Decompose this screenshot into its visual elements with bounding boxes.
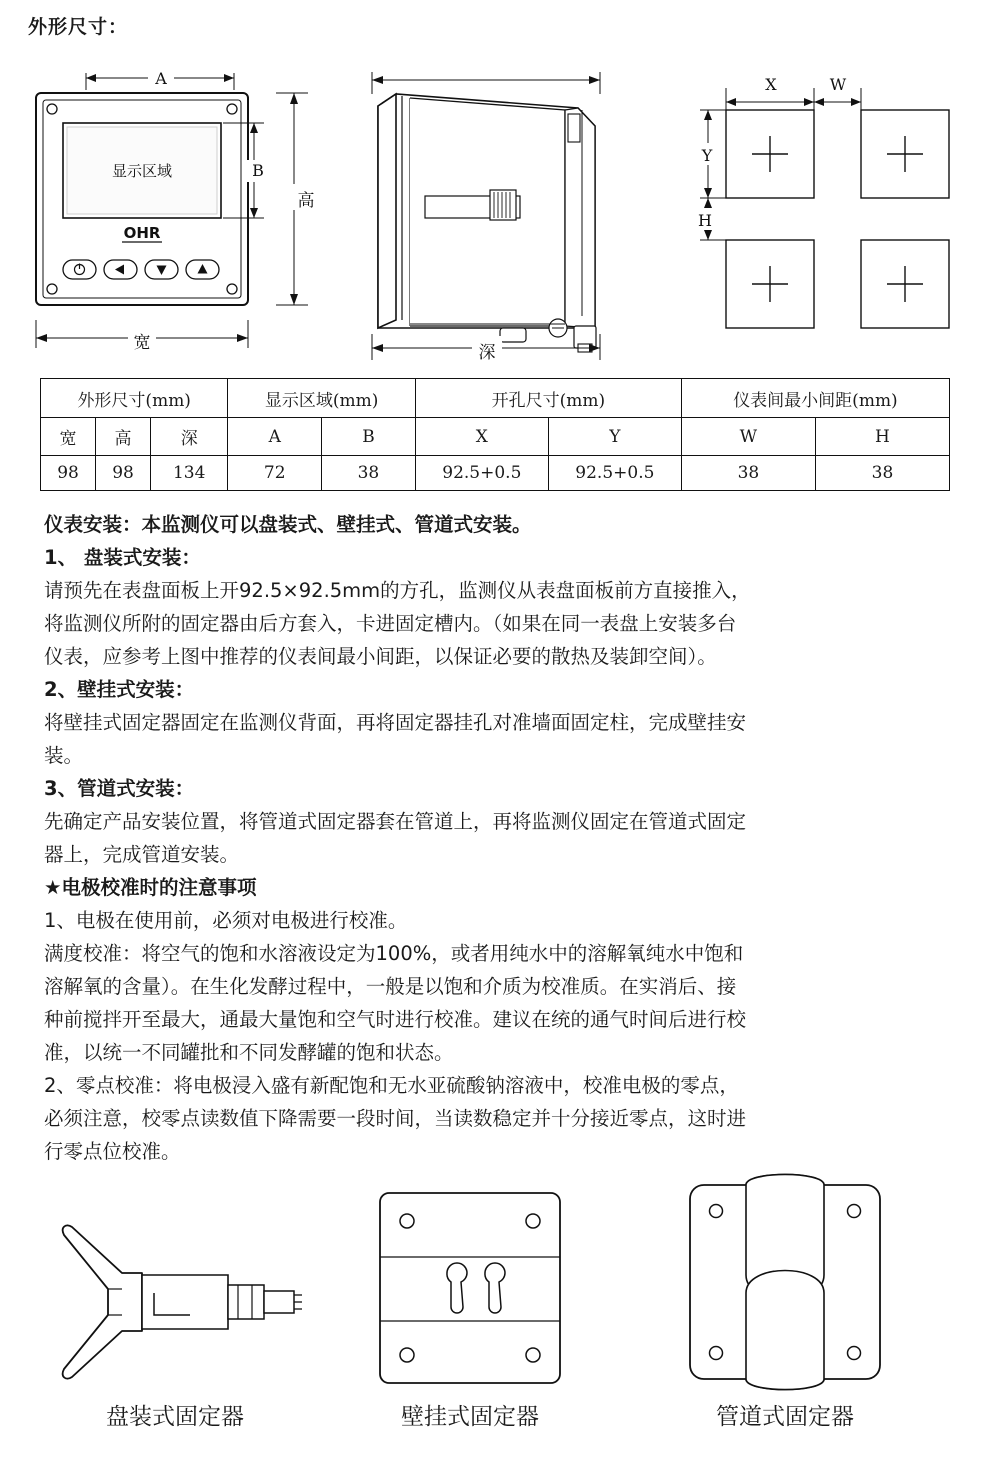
table-value-cell: 72 [228, 456, 322, 491]
text-line: 将壁挂式固定器固定在监测仪背面，再将固定器挂孔对准墙面固定柱，完成壁挂安 [44, 711, 747, 734]
text-line: 1、电极在使用前，必须对电极进行校准。 [44, 909, 408, 932]
table-header-cutout: 开孔尺寸(mm) [415, 379, 681, 418]
instruction-text [44, 508, 954, 1168]
table-value-cell: 38 [681, 456, 815, 491]
svg-text:W: W [829, 75, 847, 94]
dimension-drawings [0, 48, 990, 368]
text-line: 2、壁挂式安装： [44, 678, 195, 701]
table-subheader-cell: 宽 [41, 418, 96, 456]
text-line: 请预先在表盘面板上开92.5×92.5mm的方孔，监测仪从表盘面板前方直接推入， [44, 579, 751, 602]
table-value-cell: 38 [815, 456, 949, 491]
panel-mount-bracket [30, 1165, 310, 1415]
table-value-cell: 38 [322, 456, 416, 491]
text-line: 必须注意，校零点读数值下降需要一段时间，当读数稳定并十分接近零点，这时进 [44, 1107, 747, 1130]
wall-mount-bracket [355, 1175, 585, 1405]
table-value-cell: 134 [151, 456, 228, 491]
table-subheader-cell: Y [548, 418, 681, 456]
text-line: 仪表，应参考上图中推荐的仪表间最小间距，以保证必要的散热及装卸空间）。 [44, 645, 717, 668]
svg-text:X: X [765, 75, 777, 94]
table-header-display-area: 显示区域(mm) [228, 379, 415, 418]
text-line: 溶解氧的含量）。在生化发酵过程中，一般是以饱和介质为校准质。在实消后、接 [44, 975, 737, 998]
table-subheader-cell: B [322, 418, 416, 456]
text-line: 2、零点校准：将电极浸入盛有新配饱和无水亚硫酸钠溶液中，校准电极的零点， [44, 1074, 739, 1097]
table-value-cell: 98 [41, 456, 96, 491]
side-view-drawing [350, 48, 650, 368]
table-value-cell: 92.5+0.5 [548, 456, 681, 491]
figure-caption-wall: 壁挂式固定器 [401, 1404, 539, 1430]
svg-text:高: 高 [297, 191, 315, 211]
table-row-values [41, 456, 950, 491]
front-view-drawing [18, 48, 338, 368]
text-line: 3、管道式安装： [44, 777, 195, 800]
text-line: 装。 [44, 744, 84, 767]
svg-text:Y: Y [701, 146, 713, 165]
dimension-table [40, 378, 950, 491]
figure-caption-pipe: 管道式固定器 [716, 1404, 854, 1430]
svg-text:OHR: OHR [123, 224, 161, 242]
text-line: 准，以统一不同罐批和不同发酵罐的饱和状态。 [44, 1041, 454, 1064]
text-line: 1、 盘装式安装： [44, 546, 201, 569]
svg-text:宽: 宽 [133, 333, 151, 353]
pipe-mount-bracket [660, 1167, 910, 1397]
page-title: 外形尺寸： [28, 16, 129, 38]
svg-text:H: H [698, 211, 712, 230]
text-line: 满度校准：将空气的饱和水溶液设定为100%，或者用纯水中的溶解氧纯水中饱和 [44, 942, 744, 965]
table-subheader-cell: 深 [151, 418, 228, 456]
text-line: 器上，完成管道安装。 [44, 843, 240, 866]
text-line: 将监测仪所附的固定器由后方套入，卡进固定槽内。（如果在同一表盘上安装多台 [44, 612, 737, 635]
table-subheader-cell: X [415, 418, 548, 456]
hole-pattern-drawing [686, 48, 976, 368]
text-line: 仪表安装：本监测仪可以盘装式、壁挂式、管道式安装。 [44, 513, 532, 536]
text-line: 种前搅拌开至最大，通最大量饱和空气时进行校准。建议在统的通气时间后进行校 [44, 1008, 747, 1031]
svg-text:深: 深 [478, 343, 496, 363]
svg-text:A: A [155, 69, 167, 88]
table-subheader-cell: 高 [96, 418, 151, 456]
table-subheader-cell: H [815, 418, 949, 456]
table-header-outer-dim: 外形尺寸(mm) [41, 379, 228, 418]
text-line: 先确定产品安装位置，将管道式固定器套在管道上，再将监测仪固定在管道式固定 [44, 810, 747, 833]
svg-text:显示区域: 显示区域 [111, 162, 173, 180]
table-subheader-cell: W [681, 418, 815, 456]
text-line: 行零点位校准。 [44, 1140, 181, 1163]
table-value-cell: 92.5+0.5 [415, 456, 548, 491]
svg-text:B: B [252, 161, 264, 180]
table-row-group-header [41, 379, 950, 418]
table-subheader-cell: A [228, 418, 322, 456]
text-line: ★电极校准时的注意事项 [44, 876, 257, 899]
bracket-figures [0, 1155, 990, 1455]
table-header-spacing: 仪表间最小间距(mm) [681, 379, 949, 418]
table-row-subheader [41, 418, 950, 456]
figure-caption-panel: 盘装式固定器 [106, 1404, 244, 1430]
table-value-cell: 98 [96, 456, 151, 491]
